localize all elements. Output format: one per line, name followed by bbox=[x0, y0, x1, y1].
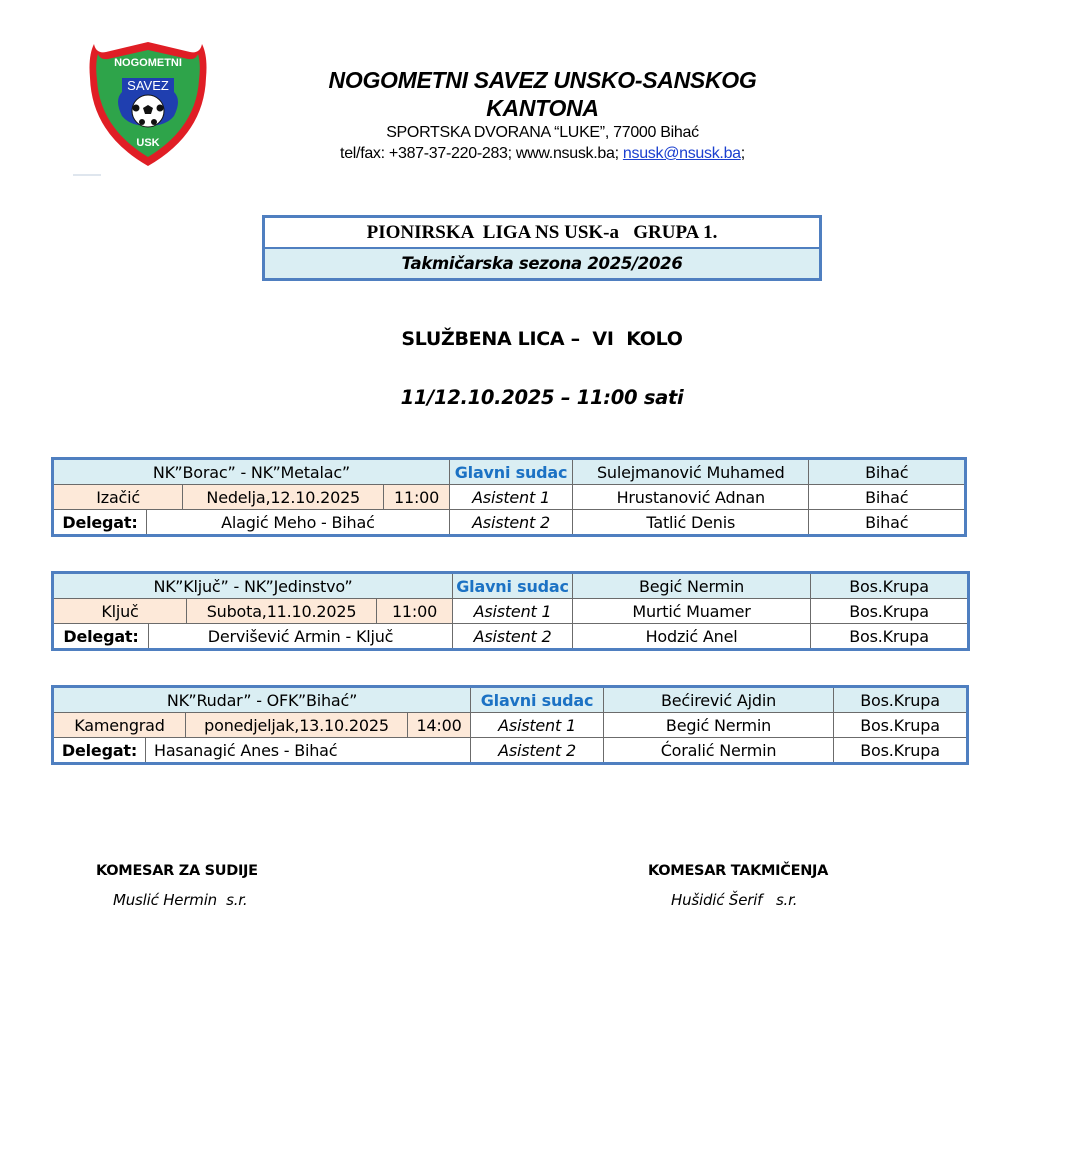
email-link[interactable]: nsusk@nsusk.ba bbox=[622, 145, 741, 162]
signature-competition-commissioner bbox=[648, 863, 828, 909]
delegate-label: Delegat: bbox=[53, 624, 149, 650]
svg-text:NOGOMETNI: NOGOMETNI bbox=[114, 57, 182, 69]
assistant-2-label: Asistent 2 bbox=[453, 624, 573, 650]
league-box bbox=[262, 215, 822, 281]
officials-heading: SLUŽBENA LICA – VI KOLO bbox=[401, 328, 683, 350]
match-venue-row bbox=[53, 599, 969, 624]
assistant-2-name: Ćoralić Nermin bbox=[604, 738, 834, 764]
delegate-name: Dervišević Armin - Ključ bbox=[149, 624, 453, 650]
assistant-2-label: Asistent 2 bbox=[471, 738, 604, 764]
svg-text:SAVEZ: SAVEZ bbox=[127, 78, 169, 93]
match-teams-row bbox=[53, 687, 968, 713]
match-day-date: Subota,11.10.2025 bbox=[187, 599, 377, 624]
organization-header bbox=[270, 66, 815, 164]
assistant-2-label: Asistent 2 bbox=[449, 510, 572, 536]
match-time: 11:00 bbox=[384, 485, 450, 510]
match-delegate-row bbox=[53, 624, 969, 650]
organization-address: SPORTSKA DVORANA “LUKE”, 77000 Bihać bbox=[386, 124, 699, 141]
delegate-name: Alagić Meho - Bihać bbox=[146, 510, 449, 536]
assistant-1-name: Begić Nermin bbox=[604, 713, 834, 738]
delegate-label: Delegat: bbox=[53, 738, 146, 764]
match-venue: Izačić bbox=[53, 485, 183, 510]
round-date-heading: 11/12.10.2025 – 11:00 sati bbox=[400, 386, 684, 409]
match-table bbox=[51, 685, 969, 765]
main-referee-city: Bihać bbox=[809, 459, 966, 485]
match-teams: NK”Borac” - NK”Metalac” bbox=[53, 459, 450, 485]
main-referee-city: Bos.Krupa bbox=[834, 687, 968, 713]
contact-phone-web: tel/fax: +387-37-220-283; www.nsusk.ba; bbox=[340, 145, 623, 162]
main-referee-name: Bećirević Ajdin bbox=[604, 687, 834, 713]
main-referee-name: Sulejmanović Muhamed bbox=[573, 459, 809, 485]
match-teams-row bbox=[53, 459, 966, 485]
assistant-1-name: Hrustanović Adnan bbox=[573, 485, 809, 510]
assistant-1-city: Bihać bbox=[809, 485, 966, 510]
match-venue: Ključ bbox=[53, 599, 187, 624]
assistant-2-name: Tatlić Denis bbox=[573, 510, 809, 536]
contact-suffix: ; bbox=[740, 145, 745, 162]
logo-shadow-line bbox=[73, 174, 101, 176]
signature-referee-commissioner bbox=[96, 863, 258, 909]
delegate-name: Hasanagić Anes - Bihać bbox=[146, 738, 471, 764]
assistant-1-label: Asistent 1 bbox=[449, 485, 572, 510]
assistant-2-city: Bos.Krupa bbox=[834, 738, 968, 764]
league-title: PIONIRSKA LIGA NS USK-a GRUPA 1. bbox=[265, 218, 819, 249]
match-venue: Kamengrad bbox=[53, 713, 186, 738]
match-table bbox=[51, 457, 967, 537]
signature-name: Muslić Hermin s.r. bbox=[113, 891, 248, 909]
assistant-2-name: Hodzić Anel bbox=[573, 624, 811, 650]
assistant-1-name: Murtić Muamer bbox=[573, 599, 811, 624]
match-venue-row bbox=[53, 713, 968, 738]
svg-text:USK: USK bbox=[136, 137, 160, 149]
match-table bbox=[51, 571, 970, 651]
league-season: Takmičarska sezona 2025/2026 bbox=[265, 249, 819, 278]
organization-contact bbox=[270, 143, 815, 164]
assistant-2-city: Bos.Krupa bbox=[811, 624, 969, 650]
signature-name: Hušidić Šerif s.r. bbox=[671, 891, 798, 909]
match-teams: NK”Ključ” - NK”Jedinstvo” bbox=[53, 573, 453, 599]
nsusk-logo bbox=[86, 38, 210, 170]
main-referee-name: Begić Nermin bbox=[573, 573, 811, 599]
match-venue-row bbox=[53, 485, 966, 510]
match-time: 14:00 bbox=[408, 713, 471, 738]
signature-title: KOMESAR ZA SUDIJE bbox=[96, 863, 258, 879]
match-delegate-row bbox=[53, 738, 968, 764]
assistant-2-city: Bihać bbox=[809, 510, 966, 536]
assistant-1-label: Asistent 1 bbox=[453, 599, 573, 624]
match-teams-row bbox=[53, 573, 969, 599]
main-referee-label: Glavni sudac bbox=[471, 687, 604, 713]
main-referee-city: Bos.Krupa bbox=[811, 573, 969, 599]
delegate-label: Delegat: bbox=[53, 510, 147, 536]
main-referee-label: Glavni sudac bbox=[453, 573, 573, 599]
match-teams: NK”Rudar” - OFK”Bihać” bbox=[53, 687, 471, 713]
assistant-1-city: Bos.Krupa bbox=[834, 713, 968, 738]
signature-title: KOMESAR TAKMIČENJA bbox=[648, 863, 829, 879]
match-day-date: ponedjeljak,13.10.2025 bbox=[186, 713, 408, 738]
organization-name: NOGOMETNI SAVEZ UNSKO-SANSKOG KANTONA bbox=[328, 67, 757, 121]
assistant-1-city: Bos.Krupa bbox=[811, 599, 969, 624]
match-delegate-row bbox=[53, 510, 966, 536]
match-day-date: Nedelja,12.10.2025 bbox=[183, 485, 384, 510]
assistant-1-label: Asistent 1 bbox=[471, 713, 604, 738]
match-time: 11:00 bbox=[377, 599, 453, 624]
main-referee-label: Glavni sudac bbox=[449, 459, 572, 485]
